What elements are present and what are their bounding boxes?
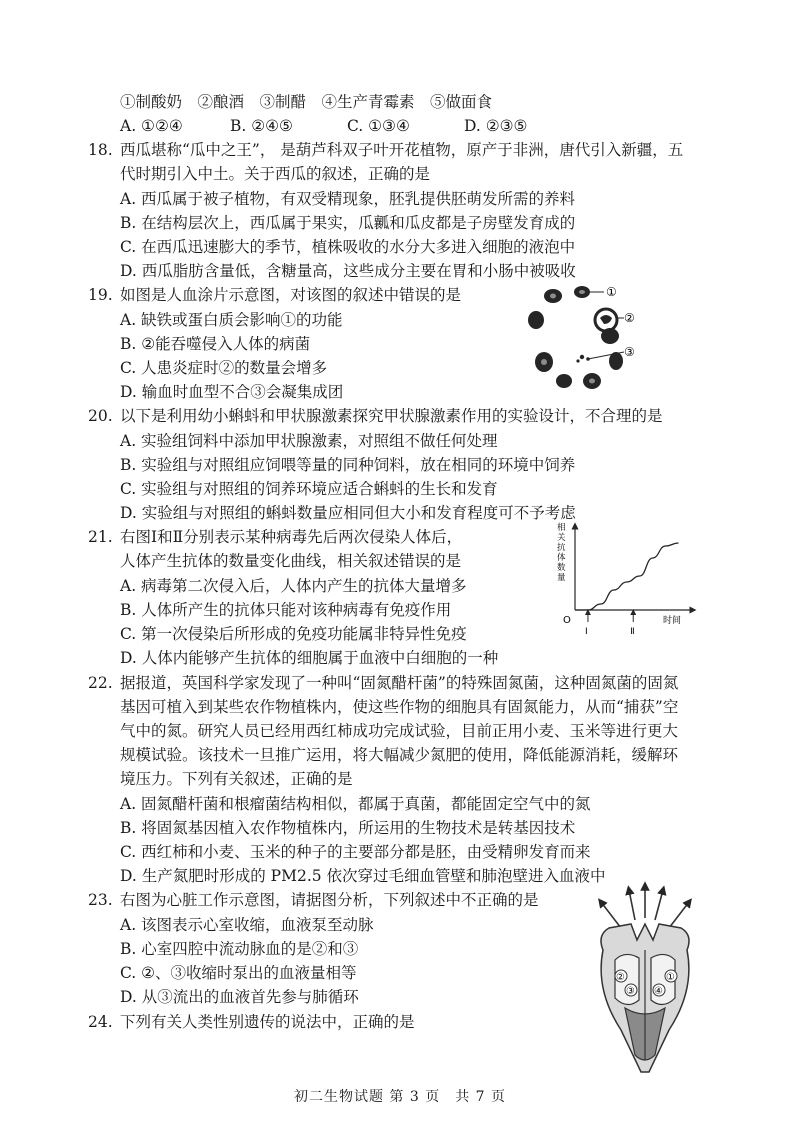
q18-stem-line1: 西瓜堪称“瓜中之王”， 是葫芦科双子叶开花植物，原产于非洲，唐代引入新疆，五 <box>120 141 684 159</box>
q19-option-b: B. ②能吞噬侵入人体的病菌 <box>120 335 311 353</box>
q17-option-d: D. ②③⑤ <box>464 117 528 135</box>
q22-stem-line2: 基因可植入到某些农作物植株内，使这些作物的细胞具有固氮能力，从而“捕获”空 <box>120 698 679 716</box>
red-blood-cell <box>528 311 544 329</box>
q23-option-c: C. ②、③收缩时泵出的血液量相等 <box>120 964 357 982</box>
heart-label-4: ④ <box>654 986 663 997</box>
q23-stem: 右图为心脏工作示意图，请据图分析，下列叙述中不正确的是 <box>120 891 539 909</box>
figure-label-3: ③ <box>624 345 635 359</box>
q20-number: 20. <box>88 407 113 425</box>
q19-option-d: D. 输血时血型不合③会凝集成团 <box>120 383 344 401</box>
q20-option-a: A. 实验组饲料中添加甲状腺激素，对照组不做任何处理 <box>120 432 498 450</box>
blood-smear-figure <box>520 280 645 405</box>
q18-option-c: C. 在西瓜迅速膨大的季节，植株吸收的水分大多进入细胞的液泡中 <box>120 238 576 256</box>
q21-option-b: B. 人体所产生的抗体只能对该种病毒有免疫作用 <box>120 601 452 619</box>
q18-option-d: D. 西瓜脂肪含量低，含糖量高，这些成分主要在胃和小肠中被吸收 <box>120 262 576 280</box>
q18-stem-line2: 代时期引入中土。关于西瓜的叙述，正确的是 <box>120 165 431 183</box>
antibody-curve <box>575 543 679 610</box>
q19-option-a: A. 缺铁或蛋白质会影响①的功能 <box>120 311 343 329</box>
q20-option-b: B. 实验组与对照组应饲喂等量的同种饲料，放在相同的环境中饲养 <box>120 456 576 474</box>
q22-stem-line5: 境压力。下列有关叙述，正确的是 <box>120 770 353 788</box>
q24-stem: 下列有关人类性别遗传的说法中，正确的是 <box>120 1013 415 1031</box>
q21-stem-line1: 右图Ⅰ和Ⅱ分别表示某种病毒先后两次侵染人体后， <box>120 528 463 546</box>
q23-option-a: A. 该图表示心室收缩，血液泵至动脉 <box>120 916 374 934</box>
q23-number: 23. <box>88 891 113 909</box>
q19-option-c: C. 人患炎症时②的数量会增多 <box>120 359 328 377</box>
x-axis-label: 时间 <box>663 616 682 626</box>
q20-stem: 以下是利用幼小蝌蚪和甲状腺激素探究甲状腺激素作用的实验设计，不合理的是 <box>120 407 663 425</box>
page-footer: 初二生物试题 第 3 页 共 7 页 <box>293 1089 507 1105</box>
platelet <box>580 355 584 359</box>
q20-option-c: C. 实验组与对照组的饲养环境应适合蝌蚪的生长和发育 <box>120 480 498 498</box>
q23-option-d: D. 从③流出的血液首先参与肺循环 <box>120 988 359 1006</box>
figure-label-1: ① <box>606 285 617 299</box>
heart-label-2: ② <box>616 972 625 983</box>
q24-number: 24. <box>88 1013 113 1031</box>
q18-number: 18. <box>88 141 113 159</box>
q18-option-b: B. 在结构层次上，西瓜属于果实，瓜瓤和瓜皮都是子房壁发育成的 <box>120 214 576 232</box>
red-blood-cell <box>556 374 572 388</box>
heart-label-1: ① <box>666 972 675 983</box>
figure-label-2: ② <box>624 311 635 325</box>
q19-stem: 如图是人血涂片示意图，对该图的叙述中错误的是 <box>120 286 462 304</box>
q17-option-a: A. ①②④ <box>120 117 183 135</box>
q21-option-d: D. 人体内能够产生抗体的细胞属于血液中白细胞的一种 <box>120 649 499 667</box>
q22-stem-line1: 据报道，英国科学家发现了一种叫“固氮醋杆菌”的特殊固氮菌，这种固氮菌的固氮 <box>120 674 679 692</box>
q22-option-b: B. 将固氮基因植入农作物植株内，所运用的生物技术是转基因技术 <box>120 819 576 837</box>
q18-option-a: A. 西瓜属于被子植物，有双受精现象，胚乳提供胚萌发所需的养料 <box>120 190 576 208</box>
q17-option-b: B. ②④⑤ <box>230 117 293 135</box>
infection-marker-label: Ⅱ <box>630 627 635 637</box>
heart-label-3: ③ <box>626 986 635 997</box>
q22-option-c: C. 西红柿和小麦、玉米的种子的主要部分都是胚，由受精卵发育而来 <box>120 843 591 861</box>
q17-items: ①制酸奶 ②酿酒 ③制醋 ④生产青霉素 ⑤做面食 <box>120 93 493 111</box>
q19-number: 19. <box>88 286 113 304</box>
q22-option-d: D. 生产氮肥时形成的 PM2.5 依次穿过毛细血管壁和肺泡壁进入血液中 <box>120 867 606 885</box>
q21-option-c: C. 第一次侵染后所形成的免疫功能属非特异性免疫 <box>120 625 467 643</box>
q21-stem-line2: 人体产生抗体的数量变化曲线，相关叙述错误的是 <box>120 552 462 570</box>
q17-option-c: C. ①③④ <box>347 117 410 135</box>
infection-marker-label: Ⅰ <box>584 627 588 637</box>
origin-label: O <box>563 615 571 626</box>
q21-number: 21. <box>88 528 113 546</box>
q22-option-a: A. 固氮醋杆菌和根瘤菌结构相似，都属于真菌，都能固定空气中的氮 <box>120 795 591 813</box>
y-axis-label: 相关抗体数量 <box>557 523 566 583</box>
q20-option-d: D. 实验组与对照组的蝌蚪数量应相同但大小和发育程度可不予考虑 <box>120 504 576 522</box>
heart-figure <box>585 880 705 1080</box>
q22-number: 22. <box>88 674 113 692</box>
q22-stem-line4: 规模试验。该技术一旦推广运用，将大幅减少氮肥的使用，降低能源消耗，缓解环 <box>120 746 679 764</box>
q21-option-a: A. 病毒第二次侵入后，人体内产生的抗体大量增多 <box>120 577 467 595</box>
q23-option-b: B. 心室四腔中流动脉血的是②和③ <box>120 940 359 958</box>
antibody-chart <box>545 520 700 640</box>
q22-stem-line3: 气中的氮。研究人员已经用西红柿成功完成试验，目前正用小麦、玉米等进行更大 <box>120 722 679 740</box>
